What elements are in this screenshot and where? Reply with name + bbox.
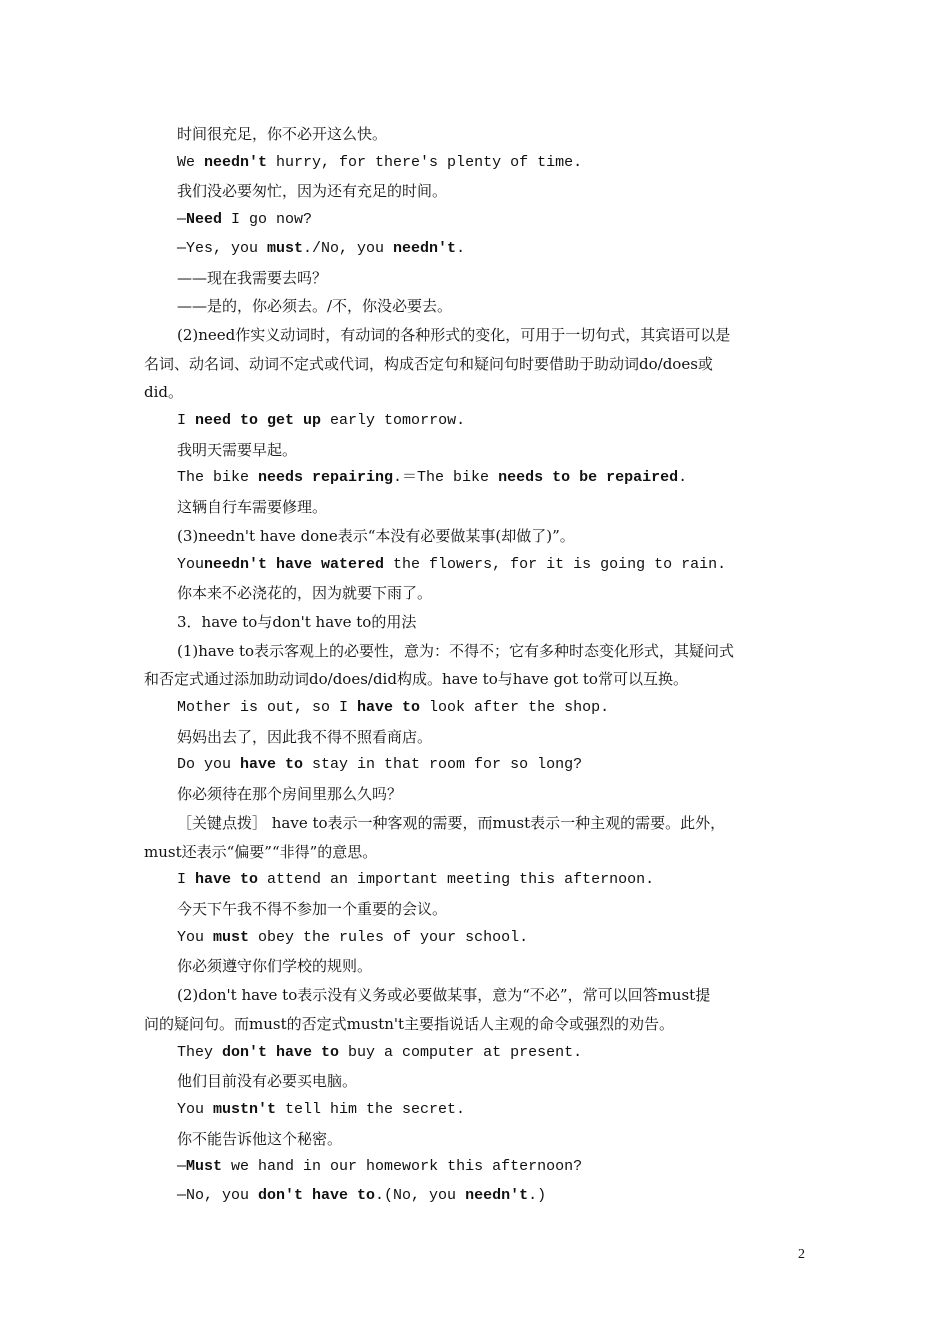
key-phrase: must xyxy=(213,928,250,946)
key-phrase: needn't xyxy=(393,239,457,257)
text-segment: 时间很充足，你不必开这么快。 xyxy=(177,125,388,143)
text-segment: (1)have to表示客观上的必要性，意为：不得不；它有多种时态变化形式，其疑问式 xyxy=(177,641,735,660)
key-phrase: don't have to xyxy=(222,1043,340,1061)
text-line xyxy=(144,350,809,379)
text-segment: 他们目前没有必要买电脑。 xyxy=(177,1072,358,1091)
text-segment: You xyxy=(177,1100,214,1118)
example-sentence xyxy=(144,551,809,580)
text-segment: Mother is out, so I xyxy=(177,699,358,717)
text-segment: .) xyxy=(528,1187,547,1205)
text-line xyxy=(144,120,809,149)
text-segment: buy a computer at present. xyxy=(339,1043,583,1061)
text-segment: must还表示“偏要”“非得”的意思。 xyxy=(144,842,378,861)
example-sentence xyxy=(144,694,809,723)
example-sentence xyxy=(144,866,809,895)
text-segment: 这辆自行车需要修理。 xyxy=(177,498,328,517)
key-phrase: mustn't xyxy=(213,1100,277,1118)
text-segment: I go now? xyxy=(222,211,313,229)
text-segment: — xyxy=(177,211,187,229)
text-line xyxy=(144,838,809,867)
page-body xyxy=(144,120,809,1211)
text-segment: 3．have to与don't have to的用法 xyxy=(177,612,417,631)
text-line xyxy=(144,608,809,637)
text-line xyxy=(144,981,809,1010)
text-line xyxy=(144,723,809,752)
text-segment: early tomorrow. xyxy=(321,412,466,430)
key-phrase: need to get up xyxy=(195,412,322,430)
text-segment: I xyxy=(177,412,196,430)
text-segment: stay in that room for so long? xyxy=(303,756,583,774)
key-phrase: must xyxy=(267,239,304,257)
example-sentence xyxy=(144,1182,809,1211)
text-segment: 妈妈出去了，因此我不得不照看商店。 xyxy=(177,727,433,746)
text-segment: 名词、动名词、动词不定式或代词，构成否定句和疑问句时要借助于助动词do/does或 xyxy=(144,354,713,373)
text-segment: 你本来不必浇花的，因为就要下雨了。 xyxy=(177,584,433,603)
text-segment: (2)need作实义动词时，有动词的各种形式的变化，可用于一切句式，其宾语可以是 xyxy=(177,325,731,344)
text-segment: The bike xyxy=(177,469,259,487)
text-segment: —Yes, you xyxy=(177,239,268,257)
text-segment: 你必须待在那个房间里那么久吗？ xyxy=(177,785,403,804)
text-line xyxy=(144,1010,809,1039)
text-segment: We xyxy=(177,153,205,171)
text-segment: You xyxy=(177,555,205,573)
text-line xyxy=(144,321,809,350)
text-segment: They xyxy=(177,1043,223,1061)
page-number: 2 xyxy=(798,1247,805,1262)
text-line xyxy=(144,895,809,924)
text-line xyxy=(144,493,809,522)
text-line xyxy=(144,436,809,465)
text-line xyxy=(144,1125,809,1154)
text-line xyxy=(144,292,809,321)
key-phrase: Must xyxy=(186,1158,223,1176)
text-segment: . xyxy=(678,469,688,487)
text-segment: . xyxy=(456,239,466,257)
text-segment: 问的疑问句。而must的否定式mustn't主要指说话人主观的命令或强烈的劝告。 xyxy=(144,1014,675,1033)
text-segment: ./No, you xyxy=(303,239,394,257)
text-segment: 你必须遵守你们学校的规则。 xyxy=(177,957,373,976)
text-segment: (2)don't have to表示没有义务或必要做某事，意为“不必”，常可以回答must提 xyxy=(177,986,711,1005)
text-segment: You xyxy=(177,928,214,946)
text-segment: 我明天需要早起。 xyxy=(177,440,298,459)
example-sentence xyxy=(144,751,809,780)
text-segment: obey the rules of your school. xyxy=(249,928,529,946)
text-segment: (3)needn't have done表示“本没有必要做某事(却做了)”。 xyxy=(177,526,575,545)
text-line xyxy=(144,522,809,551)
text-segment: 今天下午我不得不参加一个重要的会议。 xyxy=(177,899,448,918)
text-line xyxy=(144,1067,809,1096)
example-sentence xyxy=(144,235,809,264)
text-segment: ［关键点拨］ have to表示一种客观的需要，而must表示一种主观的需要。此外， xyxy=(177,813,726,832)
text-segment: I xyxy=(177,871,196,889)
text-segment: 你不能告诉他这个秘密。 xyxy=(177,1129,343,1148)
key-phrase: have to xyxy=(195,871,259,889)
text-segment: attend an important meeting this afternoon. xyxy=(258,871,655,889)
text-segment: did。 xyxy=(144,383,184,402)
example-sentence xyxy=(144,924,809,953)
key-phrase: don't have to xyxy=(258,1187,376,1205)
text-line xyxy=(144,637,809,666)
text-segment: Do you xyxy=(177,756,241,774)
example-sentence xyxy=(144,1096,809,1125)
text-line xyxy=(144,579,809,608)
text-segment: ——现在我需要去吗？ xyxy=(177,268,328,287)
key-phrase: needs repairing xyxy=(258,469,394,487)
text-line xyxy=(144,780,809,809)
text-segment: ——是的，你必须去。/不，你没必要去。 xyxy=(177,297,453,316)
key-phrase: Need xyxy=(186,211,223,229)
text-segment: .(No, you xyxy=(375,1187,466,1205)
text-segment: .＝The bike xyxy=(393,469,499,487)
example-sentence xyxy=(144,149,809,178)
key-phrase: needn't xyxy=(204,153,268,171)
text-segment: hurry, for there's plenty of time. xyxy=(267,153,583,171)
text-line xyxy=(144,952,809,981)
text-segment: the flowers, for it is going to rain. xyxy=(384,555,727,573)
text-segment: tell him the secret. xyxy=(276,1100,466,1118)
text-line xyxy=(144,665,809,694)
text-segment: 和否定式通过添加助动词do/does/did构成。have to与have got to常可以互换。 xyxy=(144,670,688,689)
text-segment: —No, you xyxy=(177,1187,259,1205)
key-phrase: needn't have watered xyxy=(204,555,385,573)
example-sentence xyxy=(144,1039,809,1068)
example-sentence xyxy=(144,464,809,493)
key-phrase: have to xyxy=(240,756,304,774)
example-sentence xyxy=(144,407,809,436)
text-segment: we hand in our homework this afternoon? xyxy=(222,1158,583,1176)
example-sentence xyxy=(144,1153,809,1182)
text-segment: look after the shop. xyxy=(420,699,610,717)
example-sentence xyxy=(144,206,809,235)
text-line xyxy=(144,809,809,838)
text-segment: 我们没必要匆忙，因为还有充足的时间。 xyxy=(177,182,448,201)
text-line xyxy=(144,378,809,407)
text-line xyxy=(144,264,809,293)
key-phrase: needs to be repaired xyxy=(498,469,679,487)
text-segment: — xyxy=(177,1158,187,1176)
text-line xyxy=(144,177,809,206)
key-phrase: needn't xyxy=(465,1187,529,1205)
key-phrase: have to xyxy=(357,699,421,717)
